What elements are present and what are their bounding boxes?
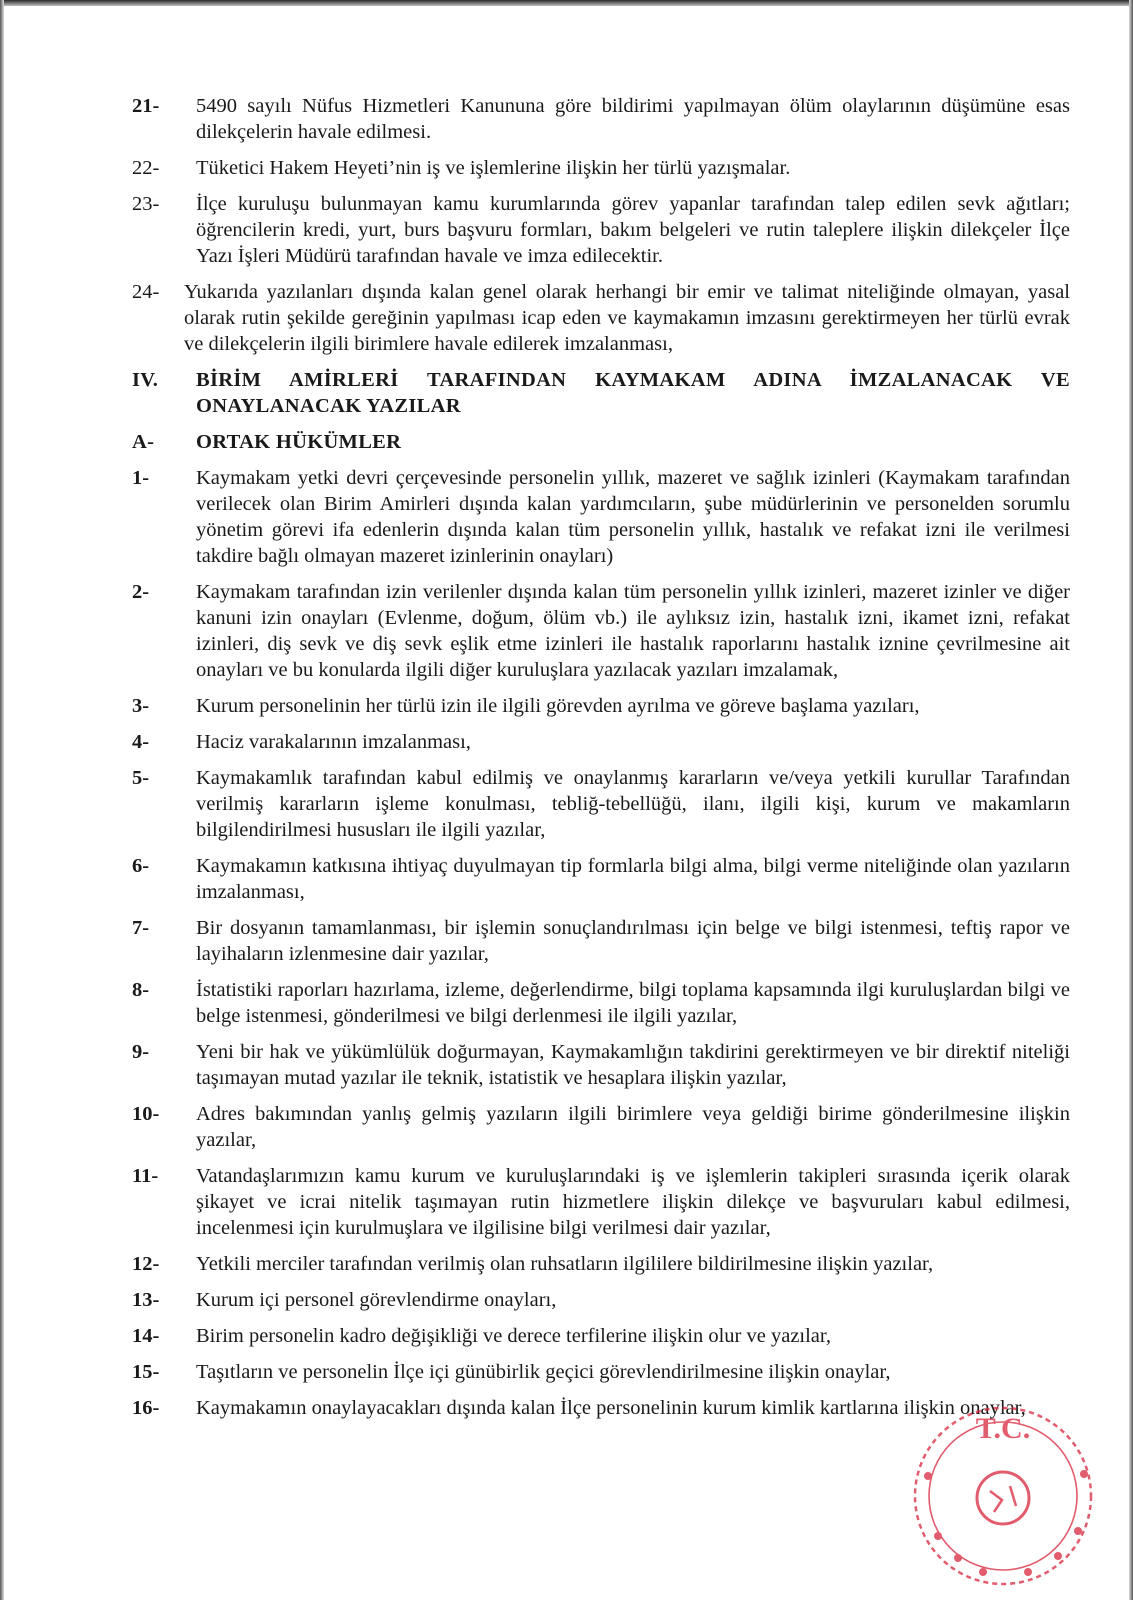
item-number: 7- bbox=[132, 917, 150, 939]
item-text: Vatandaşlarımızın kamu kurum ve kuruluşlarındaki iş ve işlemlerin takipleri sırasında içerik olarak şikayet ve icrai nitelik taşımayan rutin hizmetlere ilişkin dilekçe ve başvuruları kabul edilmesi, incelenmesi için kurulmuşlara ve ilgilisine bilgi verilmesi dair yazılar, bbox=[196, 1165, 1070, 1239]
item-number: 15- bbox=[132, 1361, 160, 1383]
item-number: 2- bbox=[132, 581, 150, 603]
list-item bbox=[132, 465, 1070, 569]
section-heading bbox=[132, 367, 1070, 419]
item-number: 11- bbox=[132, 1165, 159, 1187]
scan-edge-top bbox=[0, 0, 1133, 6]
item-text: Yeni bir hak ve yükümlülük doğurmayan, Kaymakamlığın takdirini gerektirmeyen ve bir direktif niteliği taşımayan mutad yazılar ile teknik, istatistik ve hesaplara ilişkin yazılar, bbox=[196, 1041, 1070, 1089]
item-text: Tüketici Hakem Heyeti’nin iş ve işlemlerine ilişkin her türlü yazışmalar. bbox=[196, 157, 791, 179]
list-item bbox=[132, 765, 1070, 843]
list-item bbox=[132, 729, 1070, 755]
item-number: 9- bbox=[132, 1041, 150, 1063]
item-number: 5- bbox=[132, 767, 150, 789]
list-item bbox=[132, 1359, 1070, 1385]
item-text: Adres bakımından yanlış gelmiş yazıların ilgili birimlere veya geldiği birime gönderilmesine ilişkin yazılar, bbox=[196, 1103, 1070, 1151]
list-item bbox=[132, 1039, 1070, 1091]
item-text: Kaymakamın katkısına ihtiyaç duyulmayan tip formlarla bilgi alma, bilgi verme niteliğinde olan yazıların imzalanması, bbox=[196, 855, 1070, 903]
item-text: Kaymakam tarafından izin verilenler dışında kalan tüm personelin yıllık izinleri, mazeret izinler ve diğer kanuni izin onayları (Evlenme, doğum, ölüm vb.) ile aylıksız izin, hastalık izni, ikamet izni, refakat izinleri, diş sevk ve diş sevk eşlik etme izinleri ile hastalık raporlarını hastalık iznine çevrilmesine ait onayları ve bu konularda ilgili diğer kuruluşlara yazılacak yazıları imzalamak, bbox=[196, 581, 1070, 681]
provisions-list bbox=[132, 465, 1070, 1421]
item-number: 24- bbox=[132, 281, 160, 303]
list-item bbox=[132, 853, 1070, 905]
seal-icon bbox=[898, 1396, 1108, 1596]
item-number: 10- bbox=[132, 1103, 160, 1125]
list-item bbox=[132, 915, 1070, 967]
item-text: Bir dosyanın tamamlanması, bir işlemin sonuçlandırılması için belge ve bilgi istenmesi, teftiş rapor ve layihaların izlenmesine dair yazılar, bbox=[196, 917, 1070, 965]
item-number: 1- bbox=[132, 467, 150, 489]
list-item bbox=[132, 693, 1070, 719]
section-number: IV. bbox=[132, 369, 159, 391]
item-number: 3- bbox=[132, 695, 150, 717]
item-text: Birim personelin kadro değişikliği ve derece terfilerine ilişkin olur ve yazılar, bbox=[196, 1325, 832, 1347]
item-text: 5490 sayılı Nüfus Hizmetleri Kanununa göre bildirimi yapılmayan ölüm olaylarının düşümüne esas dilekçelerin havale edilmesi. bbox=[196, 95, 1070, 143]
item-number: 22- bbox=[132, 157, 160, 179]
item-number: 23- bbox=[132, 193, 160, 215]
item-text: İstatistiki raporları hazırlama, izleme, değerlendirme, bilgi toplama kapsamında ilgi kuruluşlardan bilgi ve belge istenmesi, gönderilmesi ve bilgi derlenmesi ile ilgili yazılar, bbox=[196, 979, 1070, 1027]
subsection-number: A- bbox=[132, 431, 155, 453]
item-number: 13- bbox=[132, 1289, 160, 1311]
list-item bbox=[132, 155, 1070, 181]
item-number: 14- bbox=[132, 1325, 160, 1347]
official-seal-stamp bbox=[898, 1396, 1108, 1596]
section-title: BİRİM AMİRLERİ TARAFINDAN KAYMAKAM ADINA İMZALANACAK VE ONAYLANACAK YAZILAR bbox=[196, 369, 1070, 417]
item-text: İlçe kuruluşu bulunmayan kamu kurumlarında görev yapanlar tarafından talep edilen sevk ağıtları; öğrencilerin kredi, yurt, burs başvuru formları, bakım belgeleri ve rutin taleplere ilişkin dilekçeler İlçe Yazı İşleri Müdürü tarafından havale ve imza edilecektir. bbox=[196, 193, 1070, 267]
item-number: 8- bbox=[132, 979, 150, 1001]
svg-text:T.C.: T.C. bbox=[975, 1412, 1031, 1445]
list-item bbox=[132, 279, 1070, 357]
item-text: Yukarıda yazılanları dışında kalan genel olarak herhangi bir emir ve talimat niteliğinde olmayan, yasal olarak rutin şekilde gereğinin yapılması icap eden ve kaymakamın imzasını gerektirmeyen her türlü evrak ve dilekçelerin ilgili birimlere havale edilerek imzalanması, bbox=[184, 281, 1070, 355]
item-text: Kaymakamlık tarafından kabul edilmiş ve onaylanmış kararların ve/veya yetkili kurullar Tarafından verilmiş kararların işleme konulması, tebliğ-tebellüğü, ilanı, ilgili kişi, kurum ve makamların bilgilendirilmesi hususları ile ilgili yazılar, bbox=[196, 767, 1070, 841]
item-text: Kaymakam yetki devri çerçevesinde personelin yıllık, mazeret ve sağlık izinleri (Kaymakam tarafından verilecek olan Birim Amirleri dışında kalan yardımcıların, şube müdürlerinin ve personelden sorumlu yönetim görevi ifa edenlerin dışında kalan tüm personelin yıllık, hastalık ve refakat izni ile verilmesi takdire bağlı olmayan mazeret izinlerinin onayları) bbox=[196, 467, 1070, 567]
item-text: Haciz varakalarının imzalanması, bbox=[196, 731, 471, 753]
scan-edge-right bbox=[1129, 0, 1133, 1600]
document-page bbox=[132, 93, 1070, 1431]
scan-edge-left bbox=[0, 0, 4, 1600]
list-item bbox=[132, 1287, 1070, 1313]
list-item bbox=[132, 191, 1070, 269]
item-number: 4- bbox=[132, 731, 150, 753]
subsection-title: ORTAK HÜKÜMLER bbox=[196, 431, 402, 453]
subsection-heading bbox=[132, 429, 1070, 455]
item-number: 12- bbox=[132, 1253, 160, 1275]
item-text: Kurum içi personel görevlendirme onayları, bbox=[196, 1289, 557, 1311]
item-text: Yetkili merciler tarafından verilmiş olan ruhsatların ilgililere bildirilmesine ilişkin yazılar, bbox=[196, 1253, 934, 1275]
item-text: Kurum personelinin her türlü izin ile ilgili görevden ayrılma ve göreve başlama yazıları, bbox=[196, 695, 920, 717]
item-number: 16- bbox=[132, 1397, 160, 1419]
item-number: 6- bbox=[132, 855, 150, 877]
item-text: Taşıtların ve personelin İlçe içi günübirlik geçici görevlendirilmesine ilişkin onaylar, bbox=[196, 1361, 891, 1383]
list-item bbox=[132, 579, 1070, 683]
item-text: Kaymakamın onaylayacakları dışında kalan İlçe personelinin kurum kimlik kartlarına ilişkin onaylar, bbox=[196, 1397, 1026, 1419]
top-items-list bbox=[132, 93, 1070, 357]
list-item bbox=[132, 1163, 1070, 1241]
list-item bbox=[132, 977, 1070, 1029]
list-item bbox=[132, 93, 1070, 145]
list-item bbox=[132, 1251, 1070, 1277]
list-item bbox=[132, 1323, 1070, 1349]
item-number: 21- bbox=[132, 95, 160, 117]
list-item bbox=[132, 1101, 1070, 1153]
